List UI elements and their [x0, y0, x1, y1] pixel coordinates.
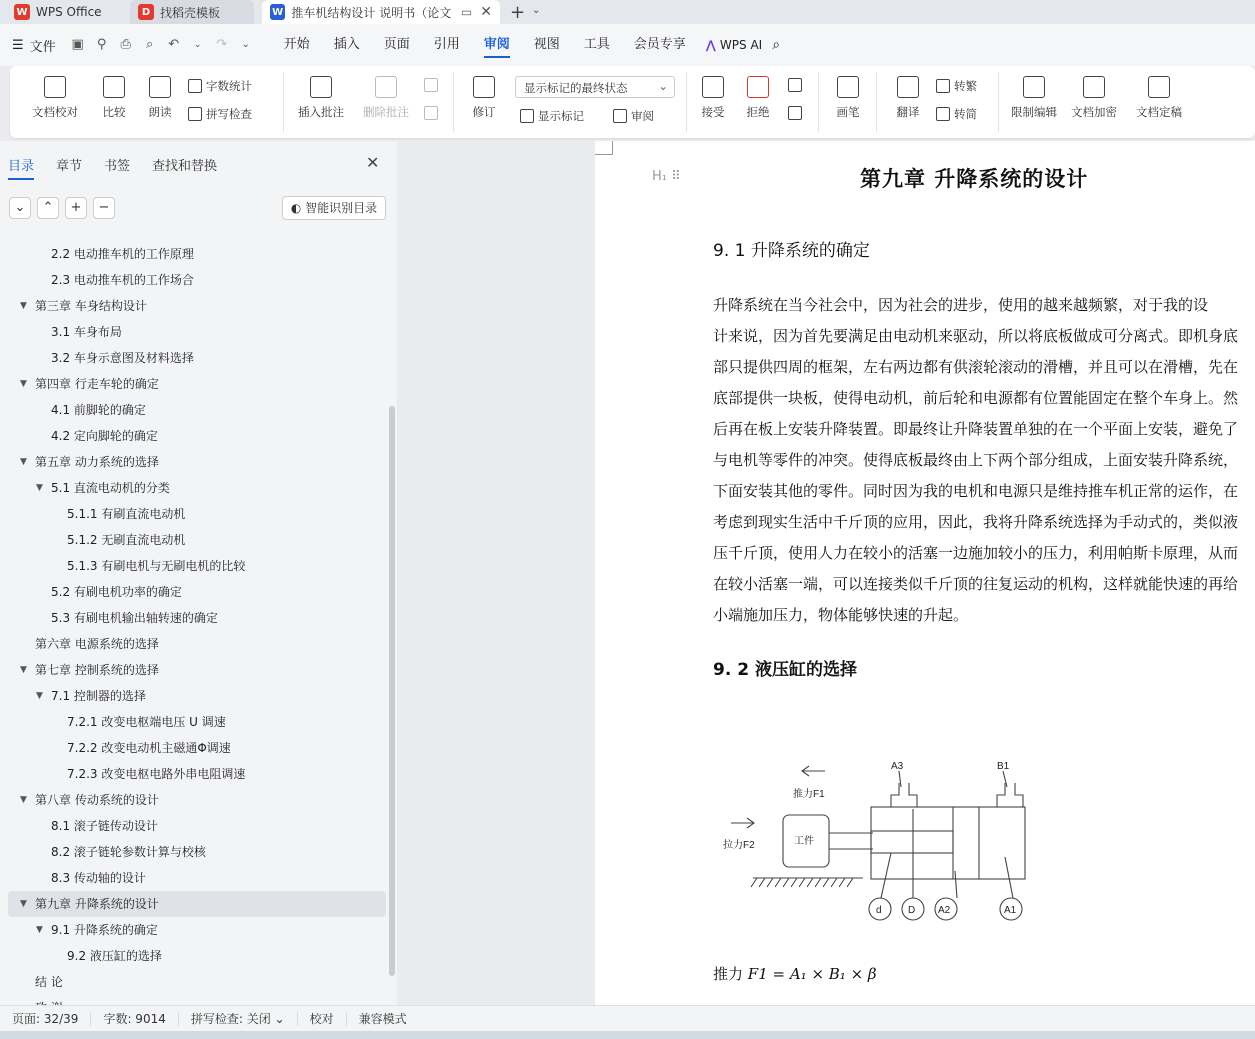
separator — [283, 72, 284, 132]
menu-review[interactable]: 审阅 — [472, 24, 522, 66]
toc-item[interactable] — [0, 371, 386, 397]
toc-item-label: 结 论 — [35, 975, 63, 989]
ground-hatch-line — [847, 878, 853, 887]
collapse-arrow-icon[interactable]: ▼ — [36, 925, 43, 935]
separator — [686, 72, 687, 132]
compare-label: 比较 — [102, 105, 126, 119]
toc-item[interactable] — [0, 865, 386, 891]
ground-hatch-line — [807, 878, 813, 887]
toc-item-label: 第六章 电源系统的选择 — [35, 637, 159, 651]
spell-check-icon — [188, 107, 202, 121]
next-change-button[interactable] — [788, 106, 806, 120]
ground-hatch-line — [783, 878, 789, 887]
toc-item-label: 5.2 有刷电机功率的确定 — [51, 585, 182, 599]
to-traditional-label: 转繁 — [954, 79, 977, 93]
toc-item-label: 4.1 前脚轮的确定 — [51, 403, 146, 417]
to-simplified-label: 转简 — [954, 107, 977, 121]
tab-toc[interactable]: 目录 — [8, 155, 34, 174]
circle-label-A1: A1 — [1004, 905, 1017, 916]
paragraph-line: 底部提供一块板，使得电动机，前后轮和电源都有位置能固定在整个车身上。然 — [713, 389, 1239, 407]
read-aloud-label: 朗读 — [148, 105, 172, 119]
insert-comment-label: 插入批注 — [298, 105, 344, 119]
print-preview-icon[interactable]: ⌕ — [146, 37, 154, 52]
word-doc-icon: W — [270, 4, 285, 20]
tab-document[interactable] — [262, 0, 500, 24]
toc-item-label: 8.2 滚子链轮参数计算与校核 — [51, 845, 206, 859]
search-icon[interactable]: ⌕ — [772, 37, 781, 53]
toc-item[interactable] — [0, 397, 386, 423]
toc-item[interactable] — [0, 969, 386, 995]
document-area — [397, 141, 1255, 1005]
ground-hatch-line — [815, 878, 821, 887]
revise-label: 修订 — [472, 105, 496, 119]
ground-hatch-line — [775, 878, 781, 887]
toc-item-label: 8.3 传动轴的设计 — [51, 871, 146, 885]
tab-list-chevron-icon[interactable]: ⌄ — [532, 5, 541, 16]
smart-toc-icon: ◐ — [290, 201, 306, 215]
close-icon[interactable]: ✕ — [366, 153, 380, 172]
reject-label: 拒绝 — [746, 105, 770, 119]
translate-button[interactable] — [886, 66, 930, 120]
push-force-label: 推力F1 — [793, 789, 825, 800]
docer-logo-icon: D — [138, 4, 154, 20]
page-indicator[interactable]: 页面: 32/39 — [0, 1012, 91, 1026]
doc-check-button[interactable] — [25, 66, 85, 120]
toc-item[interactable] — [0, 579, 386, 605]
paragraph-line: 在较小活塞一端，可以连接类似千斤顶的往复运动的机构，这样就能快速的再给 — [713, 575, 1239, 593]
show-markup-button[interactable] — [520, 108, 584, 124]
hamburger-icon[interactable]: ☰ — [12, 37, 24, 53]
formula-line — [713, 963, 877, 984]
toc-item[interactable] — [0, 735, 386, 761]
toc-item-label: 3.2 车身示意图及材料选择 — [51, 351, 194, 365]
tab-chapters[interactable]: 章节 — [56, 159, 83, 174]
show-markup-label: 显示标记 — [538, 109, 584, 123]
paragraph-line: 压千斤顶，使用人力在较小的活塞一边施加较小的压力，利用帕斯卡原理，从而 — [713, 544, 1239, 562]
show-markup-icon — [520, 109, 534, 123]
paragraph-line: 小端施加压力，物体能够快速的升起。 — [713, 606, 969, 624]
paragraph-line: 与电机等零件的冲突。使得底板最终由上下两个部分组成，上面安装升降系统， — [713, 451, 1239, 469]
ground-hatch-line — [823, 878, 829, 887]
revise-icon — [473, 76, 495, 98]
word-count-button[interactable] — [188, 78, 252, 94]
encrypt-button[interactable] — [1068, 66, 1120, 120]
compare-icon — [103, 76, 125, 98]
toc-item-label: 7.1 控制器的选择 — [51, 689, 146, 703]
undo-list-icon[interactable]: ⌄ — [193, 40, 202, 50]
formula: F1 = A₁ × B₁ × β — [747, 965, 877, 983]
toc-item[interactable] — [0, 293, 386, 319]
toc-item[interactable] — [0, 917, 386, 943]
review-pane-label: 审阅 — [631, 109, 654, 123]
toc-item-label: 8.1 滚子链传动设计 — [51, 819, 158, 833]
review-pane-icon — [613, 109, 627, 123]
separator — [876, 72, 877, 132]
port-b1-label: B1 — [997, 761, 1010, 772]
share-icon[interactable]: ⚲ — [96, 37, 107, 52]
smart-toc-button[interactable] — [282, 196, 386, 220]
redo-icon[interactable]: ↷ — [216, 37, 228, 52]
new-tab-icon[interactable]: + — [510, 2, 526, 23]
pen-button[interactable] — [830, 66, 866, 120]
menu-references[interactable]: 引用 — [433, 37, 460, 52]
expand-down-icon[interactable]: ⌄ — [9, 197, 31, 219]
remove-heading-icon[interactable]: − — [93, 197, 115, 219]
add-heading-icon[interactable]: + — [65, 197, 87, 219]
toc-item-label: 5.1.1 有刷直流电动机 — [67, 507, 186, 521]
toc-item[interactable] — [0, 657, 386, 683]
proofread-status[interactable]: 校对 — [298, 1012, 347, 1026]
ground-hatch-line — [831, 878, 837, 887]
encrypt-label: 文档加密 — [1071, 105, 1117, 119]
tab-label: 找稻壳模板 — [160, 5, 221, 20]
spell-check-button[interactable] — [188, 106, 252, 122]
smart-toc-label: 智能识别目录 — [305, 201, 378, 215]
toc-item-label: 9.1 升降系统的确定 — [51, 923, 158, 937]
tab-bookmarks[interactable]: 书签 — [104, 159, 131, 174]
collapse-up-icon[interactable]: ⌃ — [37, 197, 59, 219]
section-heading: 9. 1 升降系统的确定 — [713, 241, 870, 261]
toc-item[interactable] — [0, 709, 386, 735]
tab-wps-office[interactable] — [6, 0, 118, 24]
ground-hatch-line — [751, 878, 757, 887]
print-icon[interactable]: ⎙ — [120, 37, 131, 52]
spell-check-status-label: 拼写检查: 关闭 — [190, 1011, 271, 1026]
toc-item-label: 3.1 车身布局 — [51, 325, 122, 339]
nav-tabs — [8, 155, 239, 174]
accept-button[interactable] — [695, 66, 731, 120]
menu-tools[interactable]: 工具 — [583, 37, 610, 52]
collapse-arrow-icon[interactable]: ▼ — [20, 665, 27, 675]
paragraph-line: 后再在板上安装升降装置。即最终让升降装置单独的在一个平面上安装，避免了 — [713, 420, 1239, 438]
toc-item-label: 5.1.2 无刷直流电动机 — [67, 533, 186, 547]
document-page[interactable] — [595, 141, 1255, 1005]
toc-item[interactable] — [0, 475, 386, 501]
toc-scrollbar[interactable] — [389, 406, 395, 976]
toc-item[interactable] — [0, 605, 386, 631]
collapse-arrow-icon[interactable]: ▼ — [36, 483, 43, 493]
window-mini-icon[interactable]: ▭ — [460, 5, 473, 19]
collapse-arrow-icon[interactable]: ▼ — [20, 379, 27, 389]
toc-item[interactable] — [0, 319, 386, 345]
close-tab-icon[interactable]: ✕ — [480, 4, 492, 20]
toc-item[interactable] — [0, 813, 386, 839]
ground-hatch-line — [759, 878, 765, 887]
word-count-icon — [188, 79, 202, 93]
doc-check-icon — [44, 76, 66, 98]
wps-logo-icon: W — [14, 4, 30, 20]
compare-button[interactable] — [94, 66, 134, 120]
paragraph-line: 部只提供四周的框架，左右两边都有供滚轮滚动的滑槽，并且可以在滑槽，先在 — [713, 358, 1239, 376]
tab-find-replace[interactable]: 查找和替换 — [152, 159, 218, 174]
toc-item-label: 7.2.3 改变电枢电路外串电阻调速 — [67, 767, 246, 781]
prev-change-button[interactable] — [788, 78, 806, 92]
next-comment-icon — [424, 106, 438, 120]
toc-item-label: 7.2.2 改变电动机主磁通Φ调速 — [67, 741, 231, 755]
finalize-button[interactable] — [1128, 66, 1190, 120]
section-heading: 9. 2 液压缸的选择 — [713, 660, 857, 680]
circle-label-d: d — [876, 905, 882, 916]
wps-ai-button[interactable]: WPS AI — [719, 38, 763, 52]
delete-comment-label: 删除批注 — [363, 105, 409, 119]
markup-state-select[interactable] — [515, 76, 675, 98]
traditional-icon — [936, 79, 950, 93]
compat-mode-status: 兼容模式 — [358, 1011, 407, 1026]
toc-item-label: 2.3 电动推车机的工作场合 — [51, 273, 194, 287]
markup-state-value: 显示标记的最终状态 — [524, 81, 628, 95]
to-traditional-button[interactable] — [936, 78, 977, 94]
port-a3-label: A3 — [891, 761, 904, 772]
wps-ai-icon: ⋀ — [705, 38, 716, 52]
toc-item[interactable] — [0, 553, 386, 579]
body-paragraph — [713, 290, 1255, 631]
insert-comment-button[interactable] — [295, 66, 347, 120]
toc-item-label: 5.3 有刷电机输出轴转速的确定 — [51, 611, 218, 625]
accept-label: 接受 — [701, 105, 725, 119]
toc-item[interactable] — [0, 449, 386, 475]
toc-item[interactable] — [0, 839, 386, 865]
toc-item[interactable] — [0, 943, 386, 969]
toc-item-label: 4.2 定向脚轮的确定 — [51, 429, 158, 443]
pen-label: 画笔 — [836, 105, 860, 119]
circle-label-A2: A2 — [938, 905, 951, 916]
toc-item-label: 第五章 动力系统的选择 — [35, 455, 159, 469]
file-menu[interactable]: 文件 — [29, 39, 56, 55]
finalize-icon — [1148, 76, 1170, 98]
read-aloud-button[interactable] — [142, 66, 178, 120]
toc-item-label: 7.2.1 改变电枢端电压 U 调速 — [67, 715, 226, 729]
toc-item[interactable] — [0, 527, 386, 553]
reject-icon — [747, 76, 769, 98]
tab-docer[interactable] — [130, 0, 254, 24]
toc-list — [0, 241, 386, 1021]
menu-bar — [0, 24, 1255, 66]
prev-comment-icon — [424, 78, 438, 92]
hydraulic-cylinder-diagram — [723, 753, 1033, 933]
collapse-arrow-icon[interactable]: ▼ — [20, 899, 27, 909]
insert-comment-icon — [310, 76, 332, 98]
collapse-arrow-icon[interactable]: ▼ — [20, 795, 27, 805]
toc-item[interactable] — [0, 787, 386, 813]
chevron-down-icon: ⌄ — [658, 79, 668, 93]
restrict-edit-label: 限制编辑 — [1011, 105, 1057, 119]
collapse-arrow-icon[interactable]: ▼ — [20, 301, 27, 311]
restrict-edit-button[interactable] — [1008, 66, 1060, 120]
reject-button[interactable] — [740, 66, 776, 120]
toc-item-label: 第七章 控制系统的选择 — [35, 663, 159, 677]
toc-item-label: 第九章 升降系统的设计 — [35, 897, 159, 911]
pen-icon — [837, 76, 859, 98]
heading-drag-handle-icon[interactable]: H₁ ⠿ — [652, 169, 681, 184]
word-count-label: 字数统计 — [206, 79, 252, 93]
spell-check-label: 拼写检查 — [206, 107, 252, 121]
prev-comment-button[interactable] — [424, 78, 442, 92]
menu-insert[interactable]: 插入 — [333, 37, 360, 52]
paragraph-line: 升降系统在当今社会中，因为社会的进步，使用的越来越频繁，对于我的设 — [713, 296, 1209, 314]
ground-hatch-line — [839, 878, 845, 887]
toc-item[interactable] — [0, 501, 386, 527]
save-icon[interactable]: ▣ — [71, 37, 84, 52]
revise-button[interactable] — [462, 66, 506, 120]
toc-item[interactable] — [0, 423, 386, 449]
collapse-arrow-icon[interactable]: ▼ — [36, 691, 43, 701]
delete-comment-icon — [375, 76, 397, 98]
tab-label: 推车机结构设计 说明书（论文 — [291, 5, 452, 20]
separator — [998, 72, 999, 132]
toc-item-label: 第八章 传动系统的设计 — [35, 793, 159, 807]
toc-item-label: 2.2 电动推车机的工作原理 — [51, 247, 194, 261]
toc-item-label: 9.2 液压缸的选择 — [67, 949, 162, 963]
restrict-edit-icon — [1023, 76, 1045, 98]
toc-item[interactable] — [0, 345, 386, 371]
taskbar-strip — [0, 1031, 1255, 1039]
finalize-label: 文档定稿 — [1136, 105, 1182, 119]
accept-icon — [702, 76, 724, 98]
to-simplified-button[interactable] — [936, 106, 977, 122]
word-count-indicator[interactable]: 字数: 9014 — [91, 1012, 178, 1026]
toc-item-label: 第四章 行走车轮的确定 — [35, 377, 159, 391]
delete-comment-button[interactable] — [354, 66, 418, 120]
toc-item-label: 5.1.3 有刷电机与无刷电机的比较 — [67, 559, 246, 573]
toc-item[interactable] — [0, 631, 386, 657]
chapter-title: 第九章 升降系统的设计 — [860, 166, 1089, 191]
encrypt-icon — [1083, 76, 1105, 98]
separator — [818, 72, 819, 132]
doc-check-label: 文档校对 — [32, 105, 78, 119]
formula-prefix: 推力 — [713, 965, 748, 983]
prev-change-icon — [788, 78, 802, 92]
toc-item[interactable] — [0, 267, 386, 293]
more-chevron-icon[interactable]: ⌄ — [241, 39, 250, 50]
ground-hatch-line — [799, 878, 805, 887]
collapse-arrow-icon[interactable]: ▼ — [20, 457, 27, 467]
separator — [453, 72, 454, 132]
paragraph-line: 考虑到现实生活中千斤顶的应用，因此，我将升降系统选择为手动式的，类似液 — [713, 513, 1239, 531]
toc-item-label: 第三章 车身结构设计 — [35, 299, 147, 313]
next-comment-button[interactable] — [424, 106, 442, 120]
undo-icon[interactable]: ↶ — [168, 37, 180, 52]
paragraph-line: 计来说，因为首先要满足由电动机来驱动，所以将底板做成可分离式。即机身底 — [713, 327, 1239, 345]
read-aloud-icon — [149, 76, 171, 98]
ground-hatch-line — [767, 878, 773, 887]
paragraph-line: 下面安装其他的零件。同时因为我的电机和电源只是维持推车机正常的运作，在 — [713, 482, 1239, 500]
pull-force-label: 拉力F2 — [723, 840, 755, 851]
toc-item[interactable] — [8, 891, 386, 917]
simplified-icon — [936, 107, 950, 121]
tab-label: WPS Office — [36, 5, 102, 19]
menu-home[interactable]: 开始 — [283, 37, 310, 52]
menu-view[interactable]: 视图 — [533, 37, 560, 52]
spell-check-status[interactable]: 拼写检查: 关闭 ⌄ — [179, 1012, 298, 1026]
title-bar — [0, 0, 1255, 24]
workpiece-label: 工件 — [794, 836, 814, 847]
toc-item[interactable] — [0, 761, 386, 787]
menu-page[interactable]: 页面 — [383, 37, 410, 52]
toc-item[interactable] — [0, 683, 386, 709]
navigation-pane — [0, 141, 397, 1005]
next-change-icon — [788, 106, 802, 120]
toc-item[interactable] — [0, 241, 386, 267]
ribbon-review — [10, 66, 1255, 138]
status-bar — [0, 1005, 1255, 1031]
menu-membership[interactable]: 会员专享 — [633, 37, 686, 52]
toc-item-label: 5.1 直流电动机的分类 — [51, 481, 170, 495]
crop-mark — [595, 141, 613, 155]
translate-label: 翻译 — [896, 105, 920, 119]
circle-label-D: D — [908, 905, 916, 916]
review-pane-button[interactable] — [613, 108, 654, 124]
ground-hatch-line — [791, 878, 797, 887]
translate-icon — [897, 76, 919, 98]
